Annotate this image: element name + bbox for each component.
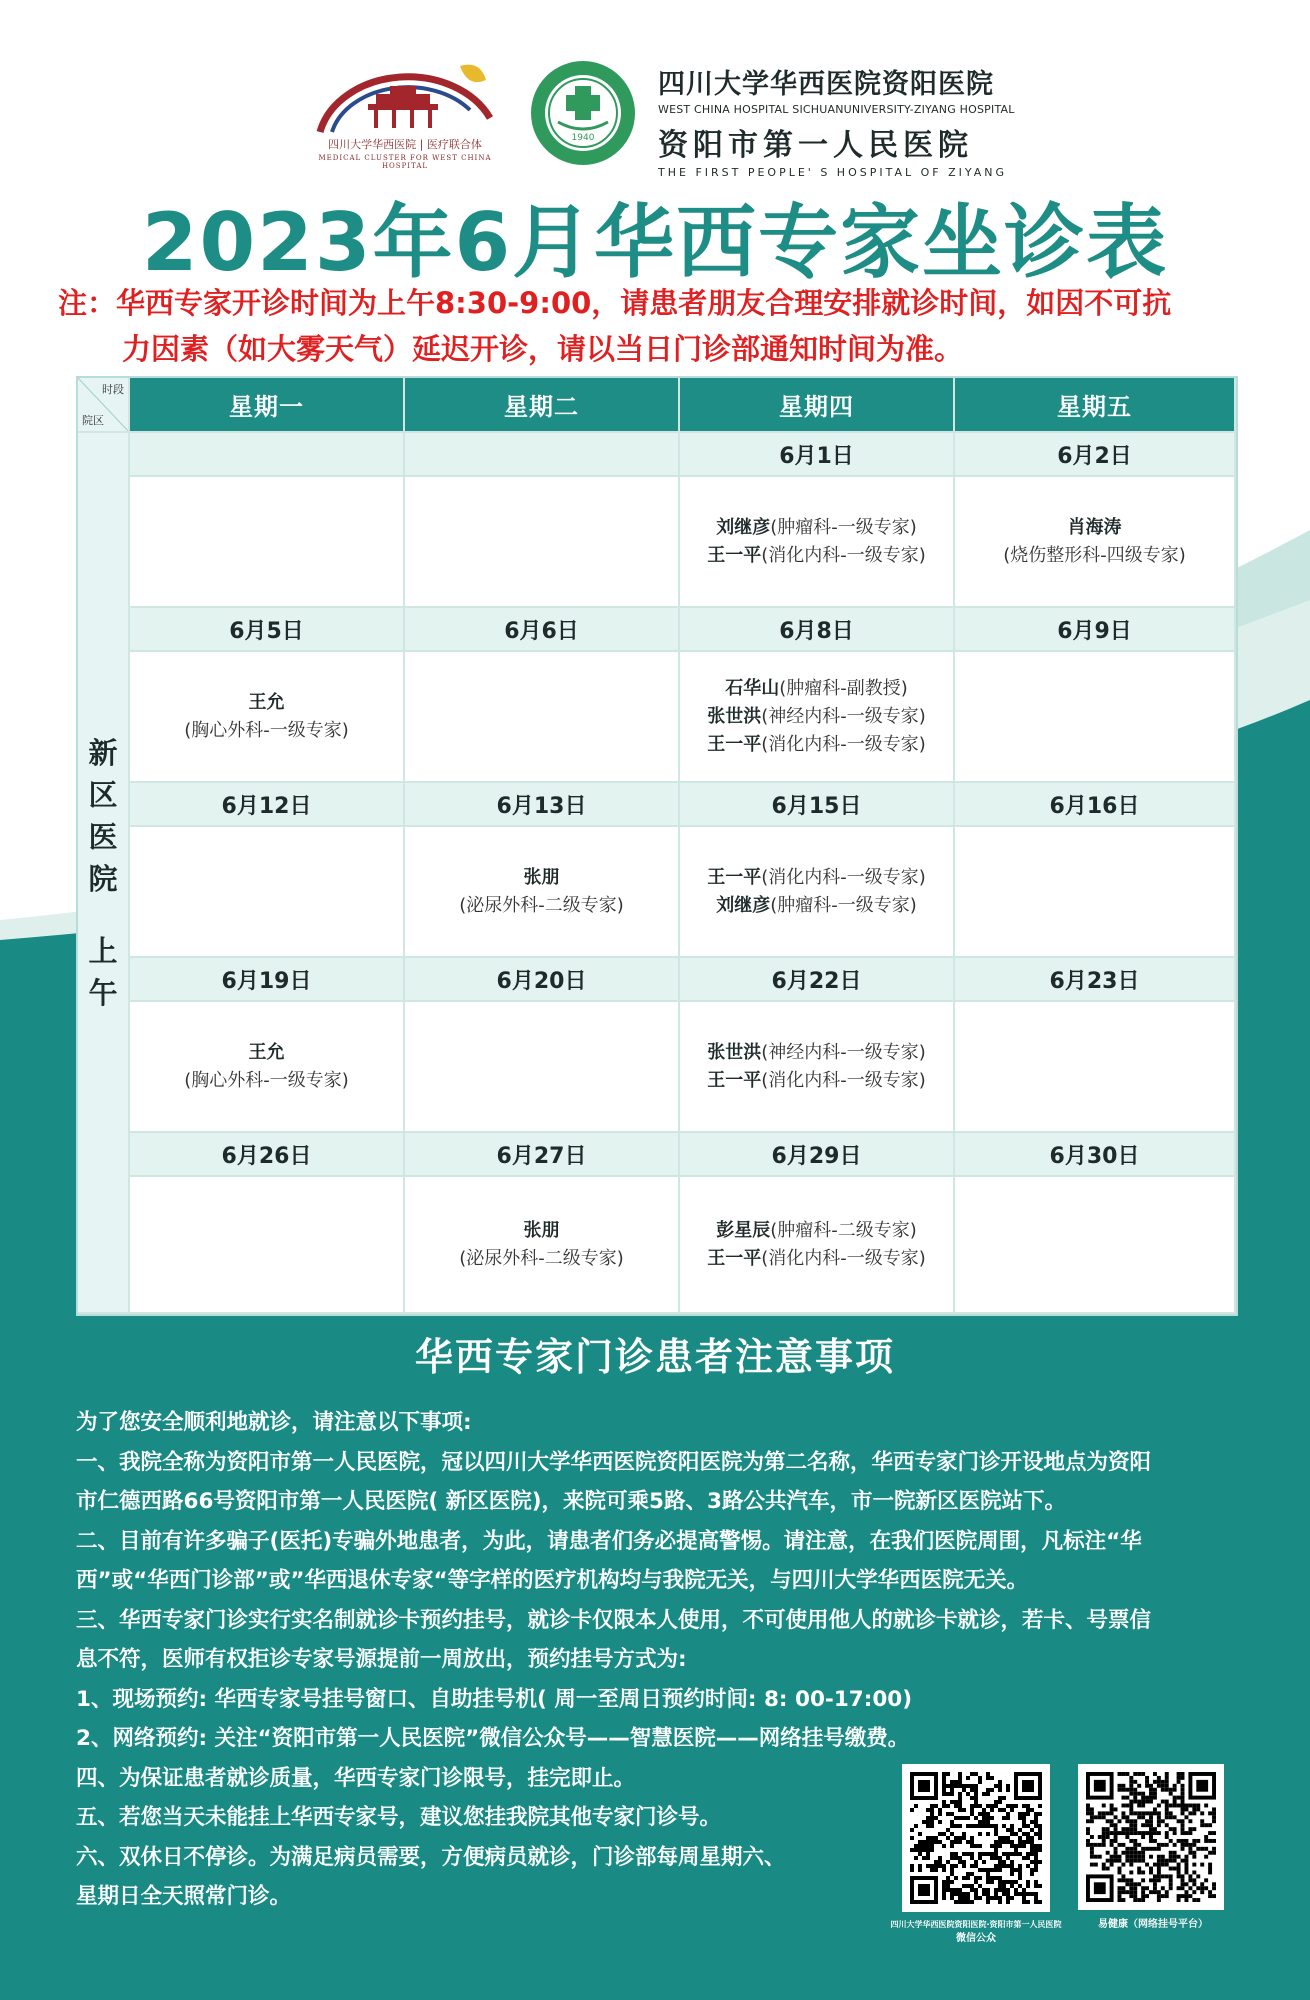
doctor-name: 王允 bbox=[248, 1041, 285, 1063]
doctor-cell bbox=[955, 477, 1236, 608]
sidebar-char: 午 bbox=[88, 975, 118, 1010]
doctor-entry bbox=[707, 1039, 926, 1067]
sidebar-char: 区 bbox=[88, 777, 118, 812]
doctor-name: 王一平 bbox=[707, 1069, 762, 1091]
doctor-cell bbox=[130, 477, 405, 608]
doctor-entry bbox=[184, 1067, 349, 1095]
doctor-entry bbox=[184, 717, 349, 745]
day-header-monday: 星期一 bbox=[130, 378, 405, 433]
doctor-cell bbox=[955, 1177, 1236, 1314]
logo2-year: 1940 bbox=[571, 133, 595, 143]
doctor-department: (肿瘤科-一级专家) bbox=[770, 516, 917, 538]
hospital-emblem-logo bbox=[528, 58, 638, 168]
qr2-caption: 易健康（网络挂号平台） bbox=[1098, 1919, 1208, 1930]
doctor-name: 王一平 bbox=[707, 544, 762, 566]
logo1-subcaption: MEDICAL CLUSTER FOR WEST CHINA HOSPITAL bbox=[318, 154, 492, 170]
doctor-cell bbox=[405, 827, 680, 958]
day-header-friday: 星期五 bbox=[955, 378, 1236, 433]
doctor-cell bbox=[680, 1177, 955, 1314]
date-cell: 6月9日 bbox=[955, 608, 1236, 652]
doctor-department: (神经内科-一级专家) bbox=[761, 705, 926, 727]
doctor-name: 张世洪 bbox=[707, 1041, 762, 1063]
doctor-name: 刘继彦 bbox=[716, 516, 771, 538]
doctor-name: 张世洪 bbox=[707, 705, 762, 727]
doctor-name: 王一平 bbox=[707, 733, 762, 755]
doctor-name: 王一平 bbox=[707, 1247, 762, 1269]
date-cell: 6月12日 bbox=[130, 783, 405, 827]
notes-line: 息不符，医师有权拒诊专家号源提前一周放出，预约挂号方式为: bbox=[76, 1647, 687, 1672]
doctor-cell bbox=[680, 652, 955, 783]
sidebar-char: 上 bbox=[88, 933, 118, 968]
doctor-entry bbox=[707, 731, 926, 759]
doctor-entry bbox=[716, 514, 917, 542]
doctor-department: (胸心外科-一级专家) bbox=[184, 719, 349, 741]
doctor-entry bbox=[707, 864, 926, 892]
doctor-department: (神经内科-一级专家) bbox=[761, 1041, 926, 1063]
doctor-cell bbox=[130, 652, 405, 783]
doctor-name: 王允 bbox=[248, 691, 285, 713]
doctor-cell bbox=[955, 652, 1236, 783]
doctor-entry bbox=[707, 703, 926, 731]
doctor-entry bbox=[707, 1067, 926, 1095]
opening-time-note bbox=[58, 280, 1258, 372]
doctor-cell bbox=[405, 1177, 680, 1314]
doctor-department: (肿瘤科-二级专家) bbox=[770, 1219, 917, 1241]
doctor-cell bbox=[405, 477, 680, 608]
day-header-tuesday: 星期二 bbox=[405, 378, 680, 433]
doctor-cell bbox=[405, 652, 680, 783]
doctor-name: 王一平 bbox=[707, 866, 762, 888]
campus-sidebar bbox=[78, 433, 130, 1314]
doctor-name: 张朋 bbox=[523, 1219, 560, 1241]
date-cell: 6月19日 bbox=[130, 958, 405, 1002]
notes-line: 六、双休日不停诊。为满足病员需要，方便病员就诊，门诊部每周星期六、 bbox=[76, 1844, 786, 1870]
doctor-name: 石华山 bbox=[725, 677, 780, 699]
doctor-entry bbox=[716, 1217, 917, 1245]
day-header-thursday: 星期四 bbox=[680, 378, 955, 433]
doctor-name: 刘继彦 bbox=[716, 894, 771, 916]
doctor-entry bbox=[524, 1217, 560, 1245]
doctor-department: (肿瘤科-一级专家) bbox=[770, 894, 917, 916]
doctor-department: (烧伤整形科-四级专家) bbox=[1003, 544, 1186, 566]
doctor-entry bbox=[1003, 542, 1186, 570]
note-line-1: 注：华西专家开诊时间为上午8:30-9:00，请患者朋友合理安排就诊时间，如因不可抗 bbox=[58, 286, 1172, 320]
doctor-department: (消化内科-一级专家) bbox=[761, 544, 926, 566]
hospital-name-en: WEST CHINA HOSPITAL SICHUANUNIVERSITY-ZIYANG HOSPITAL bbox=[658, 103, 1015, 116]
doctor-name: 张朋 bbox=[523, 866, 560, 888]
doctor-cell bbox=[680, 477, 955, 608]
date-cell: 6月2日 bbox=[955, 433, 1236, 477]
qr1-caption-1: 四川大学华西医院资阳医院·资阳市第一人民医院 bbox=[890, 1920, 1062, 1929]
corner-label-campus: 院区 bbox=[82, 414, 104, 427]
notes-line: 四、为保证患者就诊质量，华西专家门诊限号，挂完即止。 bbox=[76, 1765, 636, 1791]
doctor-name: 肖海涛 bbox=[1067, 516, 1122, 538]
doctor-cell bbox=[955, 1002, 1236, 1133]
date-cell bbox=[130, 433, 405, 477]
hospital-name2-cn: 资阳市第一人民医院 bbox=[658, 128, 973, 163]
date-cell: 6月8日 bbox=[680, 608, 955, 652]
doctor-entry bbox=[524, 864, 560, 892]
date-cell: 6月1日 bbox=[680, 433, 955, 477]
date-cell: 6月15日 bbox=[680, 783, 955, 827]
notes-line: 2、网络预约: 关注“资阳市第一人民医院”微信公众号——智慧医院——网络挂号缴费。 bbox=[76, 1726, 910, 1751]
sidebar-char: 新 bbox=[88, 735, 118, 770]
hospital-name-cn: 四川大学华西医院资阳医院 bbox=[658, 69, 994, 100]
date-cell bbox=[405, 433, 680, 477]
date-cell: 6月26日 bbox=[130, 1133, 405, 1177]
date-cell: 6月5日 bbox=[130, 608, 405, 652]
notes-line: 1、现场预约: 华西专家号挂号窗口、自助挂号机( 周一至周日预约时间: 8: 00-17:00) bbox=[76, 1686, 913, 1712]
doctor-entry bbox=[725, 675, 908, 703]
doctor-department: (泌尿外科-二级专家) bbox=[459, 1247, 624, 1269]
doctor-department: (消化内科-一级专家) bbox=[761, 733, 926, 755]
doctor-entry bbox=[249, 689, 285, 717]
doctor-department: (消化内科-一级专家) bbox=[761, 1069, 926, 1091]
doctor-department: (胸心外科-一级专家) bbox=[184, 1069, 349, 1091]
doctor-name: 彭星辰 bbox=[716, 1219, 771, 1241]
notes-line: 市仁德西路66号资阳市第一人民医院( 新区医院)，来院可乘5路、3路公共汽车，市一院新区医院站下。 bbox=[76, 1489, 1066, 1514]
doctor-department: (消化内科-一级专家) bbox=[761, 866, 926, 888]
doctor-entry bbox=[1068, 514, 1122, 542]
date-cell: 6月29日 bbox=[680, 1133, 955, 1177]
doctor-entry bbox=[707, 542, 926, 570]
notes-line: 五、若您当天未能挂上华西专家号，建议您挂我院其他专家门诊号。 bbox=[76, 1805, 722, 1830]
corner-label-period: 时段 bbox=[102, 383, 124, 396]
sidebar-char: 医 bbox=[88, 819, 118, 854]
doctor-entry bbox=[707, 1245, 926, 1273]
doctor-cell bbox=[130, 1002, 405, 1133]
schedule-grid bbox=[78, 378, 1236, 1314]
doctor-cell bbox=[955, 827, 1236, 958]
doctor-entry bbox=[459, 892, 624, 920]
doctor-cell bbox=[130, 827, 405, 958]
hospital-name-block bbox=[658, 62, 1058, 179]
doctor-department: (消化内科-一级专家) bbox=[761, 1247, 926, 1269]
doctor-cell bbox=[680, 827, 955, 958]
note-line-2: 力因素（如大雾天气）延迟开诊，请以当日门诊部通知时间为准。 bbox=[122, 332, 964, 366]
doctor-entry bbox=[459, 1245, 624, 1273]
sidebar-char: 院 bbox=[88, 861, 118, 896]
doctor-department: (肿瘤科-副教授) bbox=[779, 677, 908, 699]
doctor-cell bbox=[130, 1177, 405, 1314]
doctor-cell bbox=[405, 1002, 680, 1133]
notes-title: 华西专家门诊患者注意事项 bbox=[414, 1335, 895, 1379]
date-cell: 6月30日 bbox=[955, 1133, 1236, 1177]
date-cell: 6月20日 bbox=[405, 958, 680, 1002]
notes-body bbox=[76, 1403, 1236, 1917]
date-cell: 6月23日 bbox=[955, 958, 1236, 1002]
page-title: 2023年6月华西专家坐诊表 bbox=[141, 196, 1169, 289]
notes-line: 二、目前有许多骗子(医托)专骗外地患者，为此，请患者们务必提高警惕。请注意，在我们医院周围，凡标注“华 bbox=[76, 1528, 1142, 1554]
doctor-department: (泌尿外科-二级专家) bbox=[459, 894, 624, 916]
date-cell: 6月27日 bbox=[405, 1133, 680, 1177]
medical-cluster-logo bbox=[310, 58, 500, 170]
doctor-entry bbox=[716, 892, 917, 920]
notes-line: 一、我院全称为资阳市第一人民医院，冠以四川大学华西医院资阳医院为第二名称，华西专家门诊开设地点为资阳 bbox=[76, 1449, 1152, 1475]
logo1-caption: 四川大学华西医院 | 医疗联合体 bbox=[328, 138, 482, 151]
table-corner bbox=[78, 378, 130, 433]
date-cell: 6月6日 bbox=[405, 608, 680, 652]
hospital-name2-en: THE FIRST PEOPLE' S HOSPITAL OF ZIYANG bbox=[658, 166, 1008, 179]
date-cell: 6月16日 bbox=[955, 783, 1236, 827]
date-cell: 6月22日 bbox=[680, 958, 955, 1002]
doctor-entry bbox=[249, 1039, 285, 1067]
date-cell: 6月13日 bbox=[405, 783, 680, 827]
notes-line: 为了您安全顺利地就诊，请注意以下事项: bbox=[76, 1410, 472, 1435]
schedule-table bbox=[76, 376, 1238, 1316]
notes-line: 星期日全天照常门诊。 bbox=[76, 1884, 292, 1909]
qr1-caption-2: 微信公众 bbox=[956, 1933, 996, 1944]
notes-line: 三、华西专家门诊实行实名制就诊卡预约挂号，就诊卡仅限本人使用，不可使用他人的就诊卡就诊，若卡、号票信 bbox=[76, 1607, 1152, 1633]
notes-line: 西”或“华西门诊部”或”华西退休专家“等字样的医疗机构均与我院无关，与四川大学华西医院无关。 bbox=[76, 1568, 1029, 1593]
doctor-cell bbox=[680, 1002, 955, 1133]
